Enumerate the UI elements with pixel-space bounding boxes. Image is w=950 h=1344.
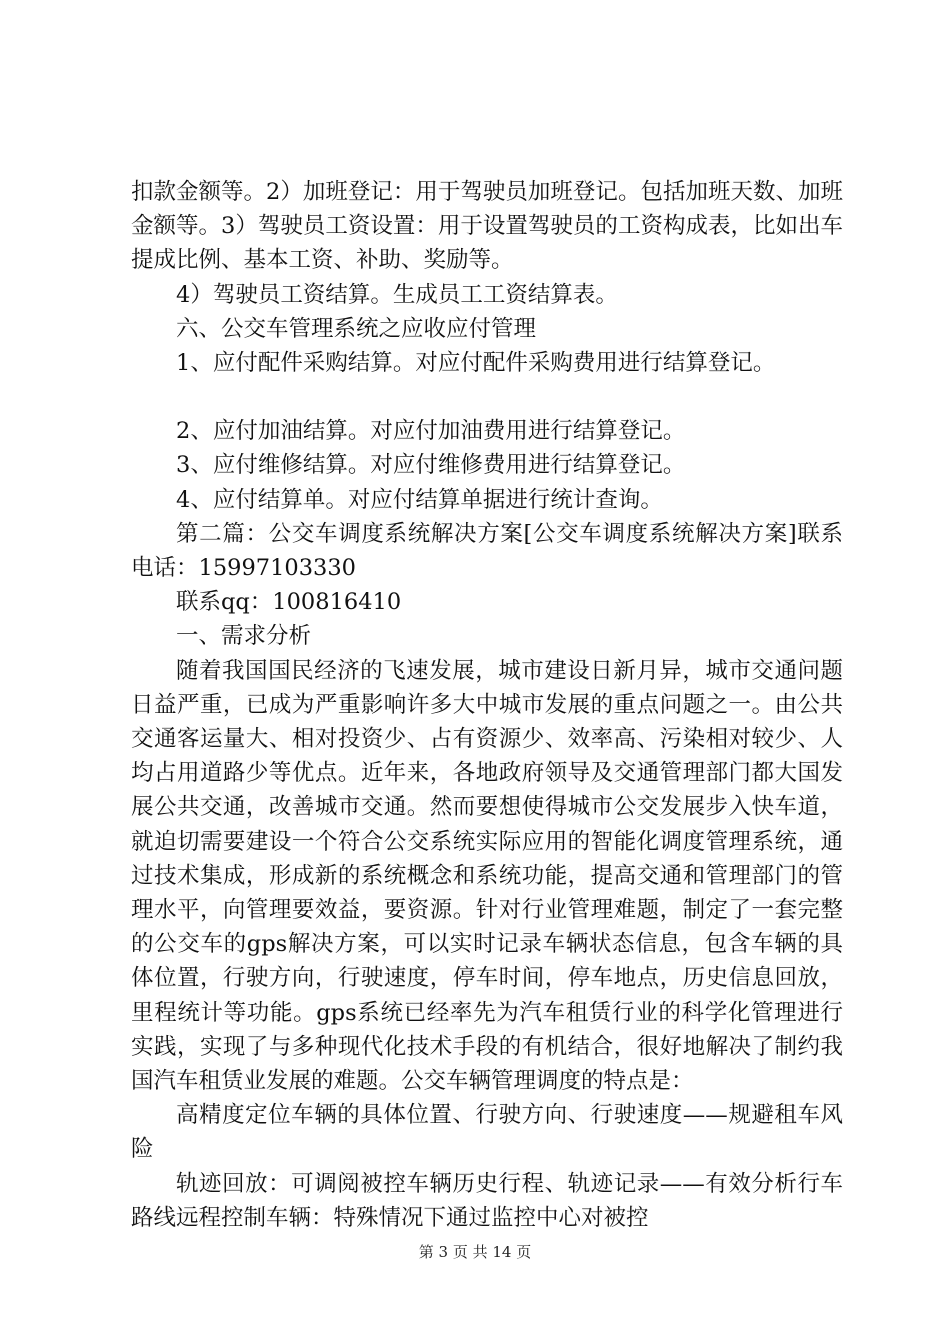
paragraph-salary-settlement: 4）驾驶员工资结算。生成员工工资结算表。 (176, 281, 618, 308)
paragraph-fuel-settlement: 2、应付加油结算。对应付加油费用进行结算登记。 (176, 418, 686, 445)
section-heading-receivables: 六、公交车管理系统之应收应付管理 (176, 315, 537, 342)
paragraph-requirements-analysis: 随着我国国民经济的飞速发展，城市建设日新月异，城市交通问题日益严重，已成为严重影响许多大中城市发展的重点问题之一。由公共交通客运量大、相对投资少、占有资源少、效率高、污染相对较少、人均占用道路少等优点。近年来，各地政府领导及交通管理部门都大国发展公共交通，改善城市交通。然而要想使得城市公交发展步入快车道，就迫切需要建设一个符合公交系统实际应用的智能化调度管理系统，通过技术集成，形成新的系统概念和系统功能，提高交通和管理部门的管理水平，向管理要效益，要资源。针对行业管理难题，制定了一套完整的公交车的gps解决方案，可以实时记录车辆状态信息，包含车辆的具体位置，行驶方向，行驶速度，停车时间，停车地点，历史信息回放，里程统计等功能。gps系统已经率先为汽车租赁行业的科学化管理进行实践，实现了与多种现代化技术手段的有机结合，很好地解决了制约我国汽车租赁业发展的难题。公交车辆管理调度的特点是： (131, 657, 843, 1095)
feature-positioning: 高精度定位车辆的具体位置、行驶方向、行驶速度——规避租车风险 (131, 1102, 843, 1163)
contact-qq: 联系qq：100816410 (176, 589, 402, 616)
feature-track-playback: 轨迹回放：可调阅被控车辆历史行程、轨迹记录——有效分析行车路线远程控制车辆：特殊情况下通过监控中心对被控 (131, 1170, 843, 1231)
page-number-footer: 第 3 页 共 14 页 (418, 1243, 532, 1261)
paragraph-continuation: 扣款金额等。2）加班登记：用于驾驶员加班登记。包括加班天数、加班金额等。3）驾驶员工资设置：用于设置驾驶员的工资构成表，比如出车提成比例、基本工资、补助、奖励等。 (131, 179, 843, 274)
paragraph-repair-settlement: 3、应付维修结算。对应付维修费用进行结算登记。 (176, 452, 686, 479)
paragraph-parts-settlement: 1、应付配件采购结算。对应付配件采购费用进行结算登记。 (176, 350, 776, 377)
paragraph-settlement-statement: 4、应付结算单。对应付结算单据进行统计查询。 (176, 486, 663, 513)
document-body (131, 175, 843, 1235)
chapter-title-dispatch-solution: 第二篇：公交车调度系统解决方案[公交车调度系统解决方案]联系电话：15997103330 (131, 520, 843, 582)
section-heading-requirements: 一、需求分析 (176, 623, 312, 650)
